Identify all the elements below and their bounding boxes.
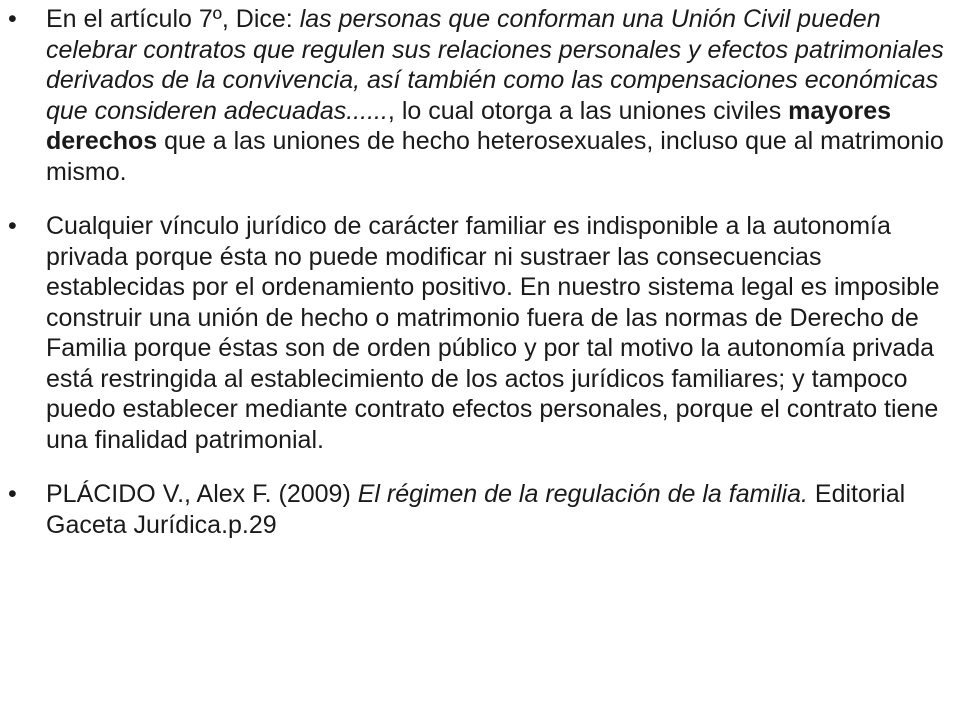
bullet-item-vinculo-juridico — [0, 211, 960, 455]
bullet-dot-icon: • — [8, 480, 17, 508]
bold-emphasis: mayores derechos — [46, 96, 892, 155]
paragraph-segment: , lo cual otorga a las uniones civiles — [387, 96, 789, 125]
paragraph-segment: Cualquier vínculo jurídico de carácter familiar es indisponible a la autonomía privada porque ésta no puede modificar ni sustraer las consecuencias establecidas por el ordenamiento positivo. En nuestro sistema legal es imposible construir una unión de hecho o matrimonio fuera de las normas de Derecho de Familia porque éstas son de orden público y por tal motivo la autonomía privada está restringida al establecimiento de los actos jurídicos familiares; y tampoco puedo establecer mediante contrato efectos personales, porque el contrato tiene una finalidad patrimonial. — [46, 212, 940, 454]
paragraph-segment: que a las uniones de hecho heterosexuales, incluso que al matrimonio mismo. — [46, 127, 944, 186]
bullet-dot-icon: • — [8, 5, 17, 33]
citation-author: PLÁCIDO V., Alex F. (2009) — [46, 480, 358, 508]
bullet-list — [0, 4, 960, 564]
paragraph-segment: En el artículo 7º, Dice: — [46, 5, 300, 33]
bullet-item-articulo-7 — [0, 4, 960, 187]
bullet-dot-icon: • — [8, 212, 17, 240]
citation-title: El régimen de la regulación de la familia. — [357, 480, 808, 508]
italic-quote: las personas que conforman una Unión Civil pueden celebrar contratos que regulen sus relaciones personales y efectos patrimoniales derivados de la convivencia, así también como las compensaciones económicas que consideren adecuadas...... — [46, 5, 944, 125]
citation-publisher: Editorial Gaceta Jurídica.p.29 — [46, 480, 906, 539]
bullet-item-citation — [0, 479, 960, 540]
